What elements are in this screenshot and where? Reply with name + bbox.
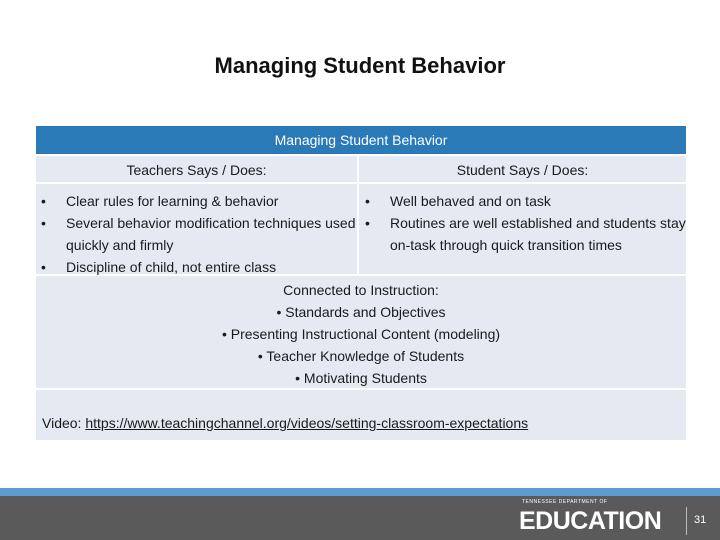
connected-title: Connected to Instruction: (283, 282, 439, 298)
video-cell (36, 390, 686, 440)
footer-divider (686, 507, 687, 535)
student-list (359, 184, 686, 256)
list-item: • Standards and Objectives (36, 301, 686, 323)
video-link[interactable]: https://www.teachingchannel.org/videos/setting-classroom-expectations (85, 415, 529, 431)
teacher-column-header: Teachers Says / Does: (36, 156, 359, 184)
teacher-list (36, 184, 357, 278)
education-logo: EDUCATION (519, 507, 662, 535)
student-column-header: Student Says / Does: (359, 156, 686, 184)
table-header: Managing Student Behavior (36, 126, 686, 156)
connected-instruction-cell (36, 276, 686, 390)
page-number: 31 (694, 514, 707, 526)
logo-subtitle: TENNESSEE DEPARTMENT OF (522, 499, 608, 505)
list-item: • Motivating Students (36, 367, 686, 389)
list-item: • Discipline of child, not entire class (36, 256, 357, 278)
list-item: • Well behaved and on task (359, 190, 686, 212)
list-item: • Teacher Knowledge of Students (36, 345, 686, 367)
behavior-table (36, 126, 686, 440)
teacher-list-cell (36, 184, 359, 276)
list-item: • Several behavior modification techniques used quickly and firmly (36, 212, 357, 256)
video-label: Video: (42, 415, 86, 431)
student-list-cell (359, 184, 686, 276)
list-item: • Presenting Instructional Content (modeling) (36, 323, 686, 345)
footer-accent-bar (0, 488, 720, 496)
slide-title: Managing Student Behavior (214, 53, 506, 78)
list-item: • Routines are well established and students stay on-task through quick transition times (359, 212, 686, 256)
list-item: • Clear rules for learning & behavior (36, 190, 357, 212)
